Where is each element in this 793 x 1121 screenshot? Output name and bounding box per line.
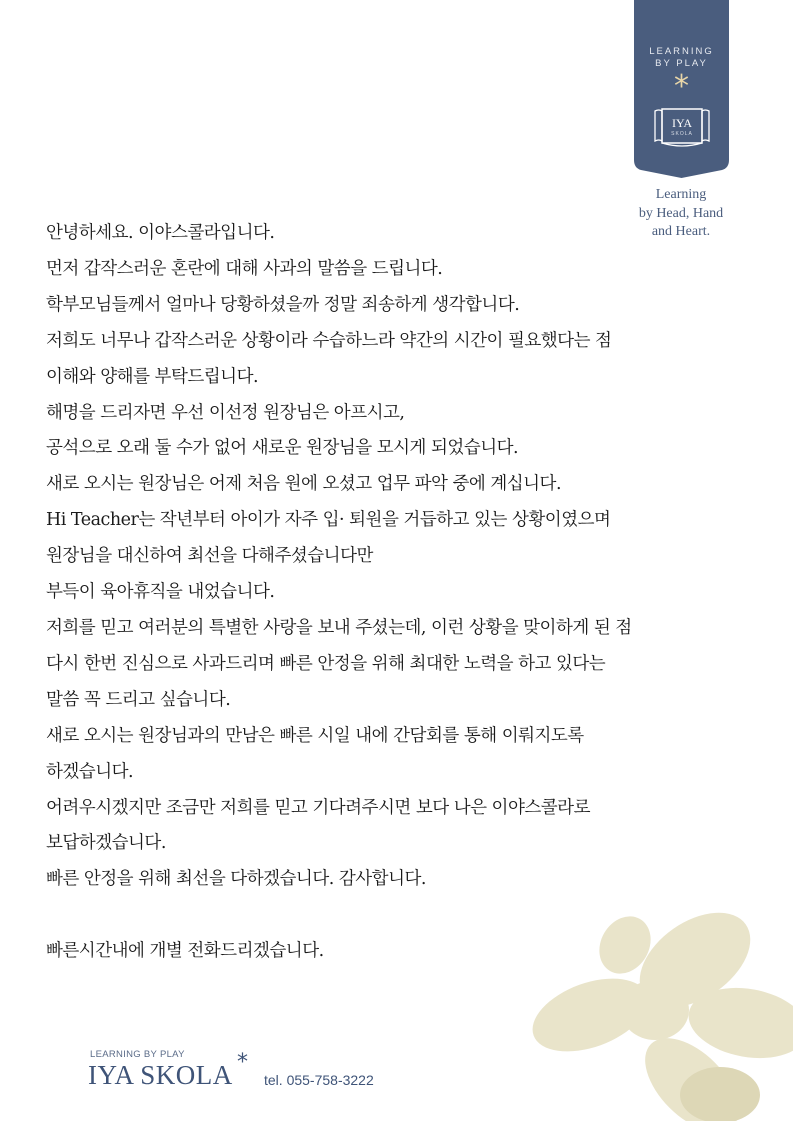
letter-line: 저희도 너무나 갑작스러운 상황이라 수습하느라 약간의 시간이 필요했다는 점 [46, 330, 612, 351]
letter-line: 먼저 갑작스러운 혼란에 대해 사과의 말씀을 드립니다. [46, 258, 443, 279]
letter-line: 학부모님들께서 얼마나 당황하셨을까 정말 죄송하게 생각합니다. [46, 294, 520, 315]
letter-line: 공석으로 오래 둘 수가 없어 새로운 원장님을 모시게 되었습니다. [46, 438, 519, 459]
motto-line: by Head, Hand [638, 205, 724, 221]
emblem-name: IYA [672, 116, 692, 130]
brand-banner [634, 0, 729, 178]
letter-line: 이해와 양해를 부탁드립니다. [46, 366, 259, 387]
letter-line: 안녕하세요. 이야스콜라입니다. [46, 223, 275, 243]
letter-line: 어려우시겠지만 조금만 저희를 믿고 기다려주시면 보다 나은 이야스콜라로 [46, 797, 590, 818]
letter-line: 다시 한번 진심으로 사과드리며 빠른 안정을 위해 최대한 노력을 하고 있다는 [46, 653, 606, 674]
asterisk-icon: * [674, 69, 689, 104]
letter-line: 원장님을 대신하여 최선을 다해주셨습니다만 [46, 546, 373, 567]
footer-phone: tel. 055-758-3222 [264, 1072, 374, 1088]
footer-tagline: LEARNING BY PLAY [90, 1049, 185, 1060]
letter-line: 빠른 안정을 위해 최선을 다하겠습니다. 감사합니다. [46, 869, 426, 890]
letter-body [46, 216, 776, 970]
flower-decoration-icon [520, 905, 793, 1121]
letter-line: 부득이 육아휴직을 내었습니다. [46, 582, 275, 603]
letter-closing: 빠른시간내에 개별 전화드리겠습니다. [46, 941, 324, 962]
letter-line: 해명을 드리자면 우선 이선정 원장님은 아프시고, [46, 402, 405, 423]
emblem-subtitle: SKOLA [671, 131, 693, 137]
letter-line: 말씀 꼭 드리고 싶습니다. [46, 689, 231, 710]
letter-line: 새로 오시는 원장님은 어제 처음 원에 오셨고 업무 파악 중에 계십니다. [46, 474, 562, 495]
footer-asterisk-icon: * [237, 1050, 248, 1075]
motto-line: and Heart. [651, 224, 711, 239]
letter-line: 하겠습니다. [46, 761, 134, 782]
letter-line: Hi Teacher는 작년부터 아이가 자주 입· 퇴원을 거듭하고 있는 상황이였으며 [46, 510, 611, 531]
letter-line: 보답하겠습니다. [46, 833, 166, 854]
banner-tagline: LEARNING BY PLAY [649, 46, 714, 69]
footer-logo: IYA SKOLA [88, 1060, 233, 1090]
letter-line: 저희를 믿고 여러분의 특별한 사랑을 보내 주셨는데, 이런 상황을 맞이하게 된 점 [46, 617, 632, 638]
book-emblem-icon [651, 105, 713, 149]
letter-line: 새로 오시는 원장님과의 만남은 빠른 시일 내에 간담회를 통해 이뤄지도록 [46, 725, 584, 746]
motto-line: Learning [655, 187, 707, 202]
